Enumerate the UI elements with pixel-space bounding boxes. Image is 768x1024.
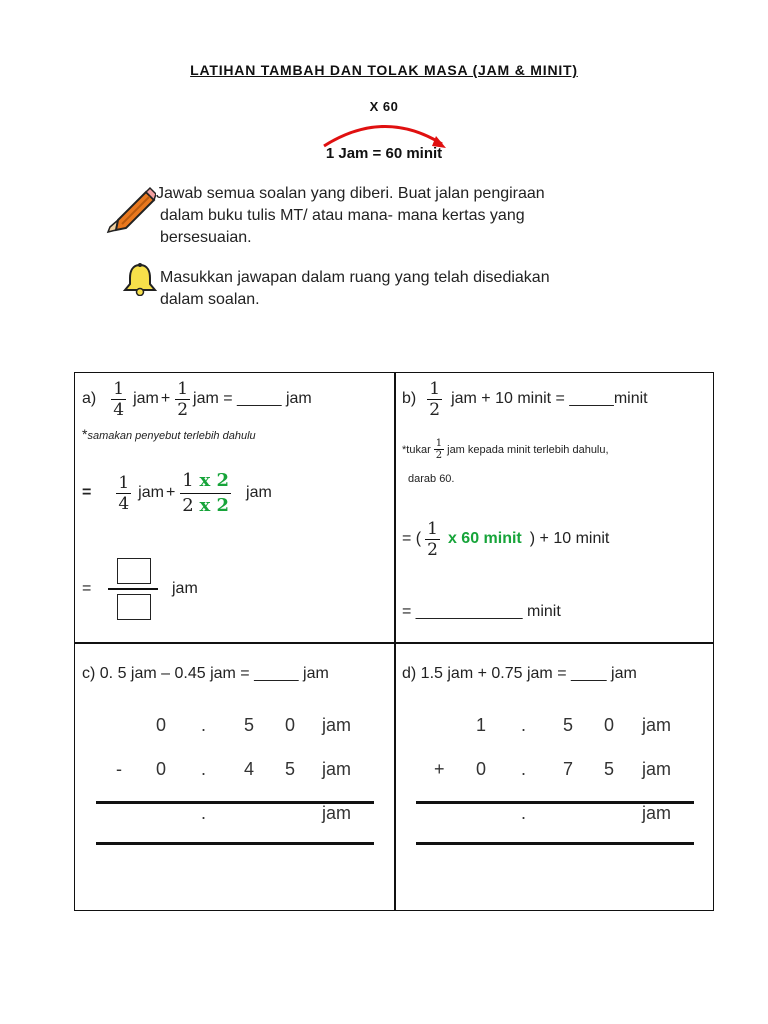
c-row1-digit-3: 0 [285,715,296,735]
question-b-step-1: = ( $\frac{1}{2}$ x 60 minit ) + 10 minit [402,518,610,560]
numerator-answer-box[interactable] [117,558,151,584]
fraction-1-2-b: $\frac{1}{2}$ [429,378,441,420]
d-row2-digit-3: 5 [604,759,615,779]
question-b-note: *tukar $\frac{1}{2}$ jam kepada minit terlebih dahulu, [402,438,609,461]
instruction-line-4: Masukkan jawapan dalam ruang yang telah disediakan [160,269,550,286]
question-b-label: b) [402,390,417,407]
c-row1-digit-1: 0 [156,715,167,735]
d-answer-dot: . [521,803,527,823]
c-row2-digit-2: 4 [244,759,255,779]
table-divider-horizontal [74,642,714,644]
question-a-line: a) $\frac{1}{4}$ jam + $\frac{1}{2}$ jam = _____ jam [82,378,312,420]
c-row1-unit: jam [322,715,352,735]
d-row1-digit-2: 5 [563,715,574,735]
instruction-line-1: Jawab semua soalan yang diberi. Buat jalan pengiraan [156,185,545,202]
instruction-line-3: bersesuaian. [160,229,252,246]
c-row1-dot: . [201,715,207,735]
d-row2-digit-1: 0 [476,759,487,779]
question-b-tail: jam + 10 minit = _____minit [451,390,648,407]
d-plus-sign: + [434,759,445,779]
d-row2-unit: jam [642,759,672,779]
pencil-icon [104,186,156,234]
fraction-1-4-step: $\frac{1}{4}$ [118,472,130,514]
c-row2-digit-1: 0 [156,759,167,779]
fraction-small-1-2: $\frac{1}{2}$ [435,438,443,461]
bell-icon [122,262,158,296]
fraction-1-2: $\frac{1}{2}$ [177,378,189,420]
question-d-line: d) 1.5 jam + 0.75 jam = ____ jam [402,665,637,682]
fraction-1-2-step: $\frac{1}{2}$ [427,518,438,560]
question-a-tail: jam = _____ jam [193,390,312,407]
instruction-line-5: dalam soalan. [160,291,260,308]
c-row2-unit: jam [322,759,352,779]
question-a-note: *samakan penyebut terlebih dahulu [82,426,256,442]
d-row1-digit-1: 1 [476,715,487,735]
question-c-line: c) 0. 5 jam – 0.45 jam = _____ jam [82,665,329,682]
c-row1-digit-2: 5 [244,715,255,735]
fraction-bar [108,588,158,590]
c-answer-unit: jam [322,803,352,823]
fraction-1-4: $\frac{1}{4}$ [113,378,125,420]
question-a-label: a) [82,390,97,407]
question-b-line [402,373,648,425]
c-row2-dot: . [201,759,207,779]
c-sum-line-bottom [96,842,374,845]
d-row1-digit-3: 0 [604,715,615,735]
fraction-equivalent: $\frac{1 x 2}{2 x 2}$ [182,469,230,516]
c-minus-sign: - [116,759,122,779]
question-a-jam-unit: jam [172,580,198,597]
d-answer-unit: jam [642,803,672,823]
conversion-text: 1 Jam = 60 minit [325,145,443,162]
page-title: LATIHAN TAMBAH DAN TOLAK MASA (JAM & MINIT) [190,62,578,78]
c-row2-digit-3: 5 [285,759,296,779]
question-b-note-line-2: darab 60. [408,473,455,485]
question-a-eq-2: = [82,580,92,597]
d-row2-digit-2: 7 [563,759,574,779]
d-row2-dot: . [521,759,527,779]
instruction-line-2: dalam buku tulis MT/ atau mana- mana kertas yang [160,207,525,224]
c-answer-dot: . [201,803,207,823]
denominator-answer-box[interactable] [117,594,151,620]
d-row1-dot: . [521,715,527,735]
d-sum-line-bottom [416,842,694,845]
question-a-step-1: = $\frac{1}{4}$ jam + $\frac{1 x 2}{2 x 2}$ jam [82,469,272,516]
multiplier-label: X 60 [369,99,399,114]
d-row1-unit: jam [642,715,672,735]
question-b-answer-line: = ____________ minit [402,603,561,620]
